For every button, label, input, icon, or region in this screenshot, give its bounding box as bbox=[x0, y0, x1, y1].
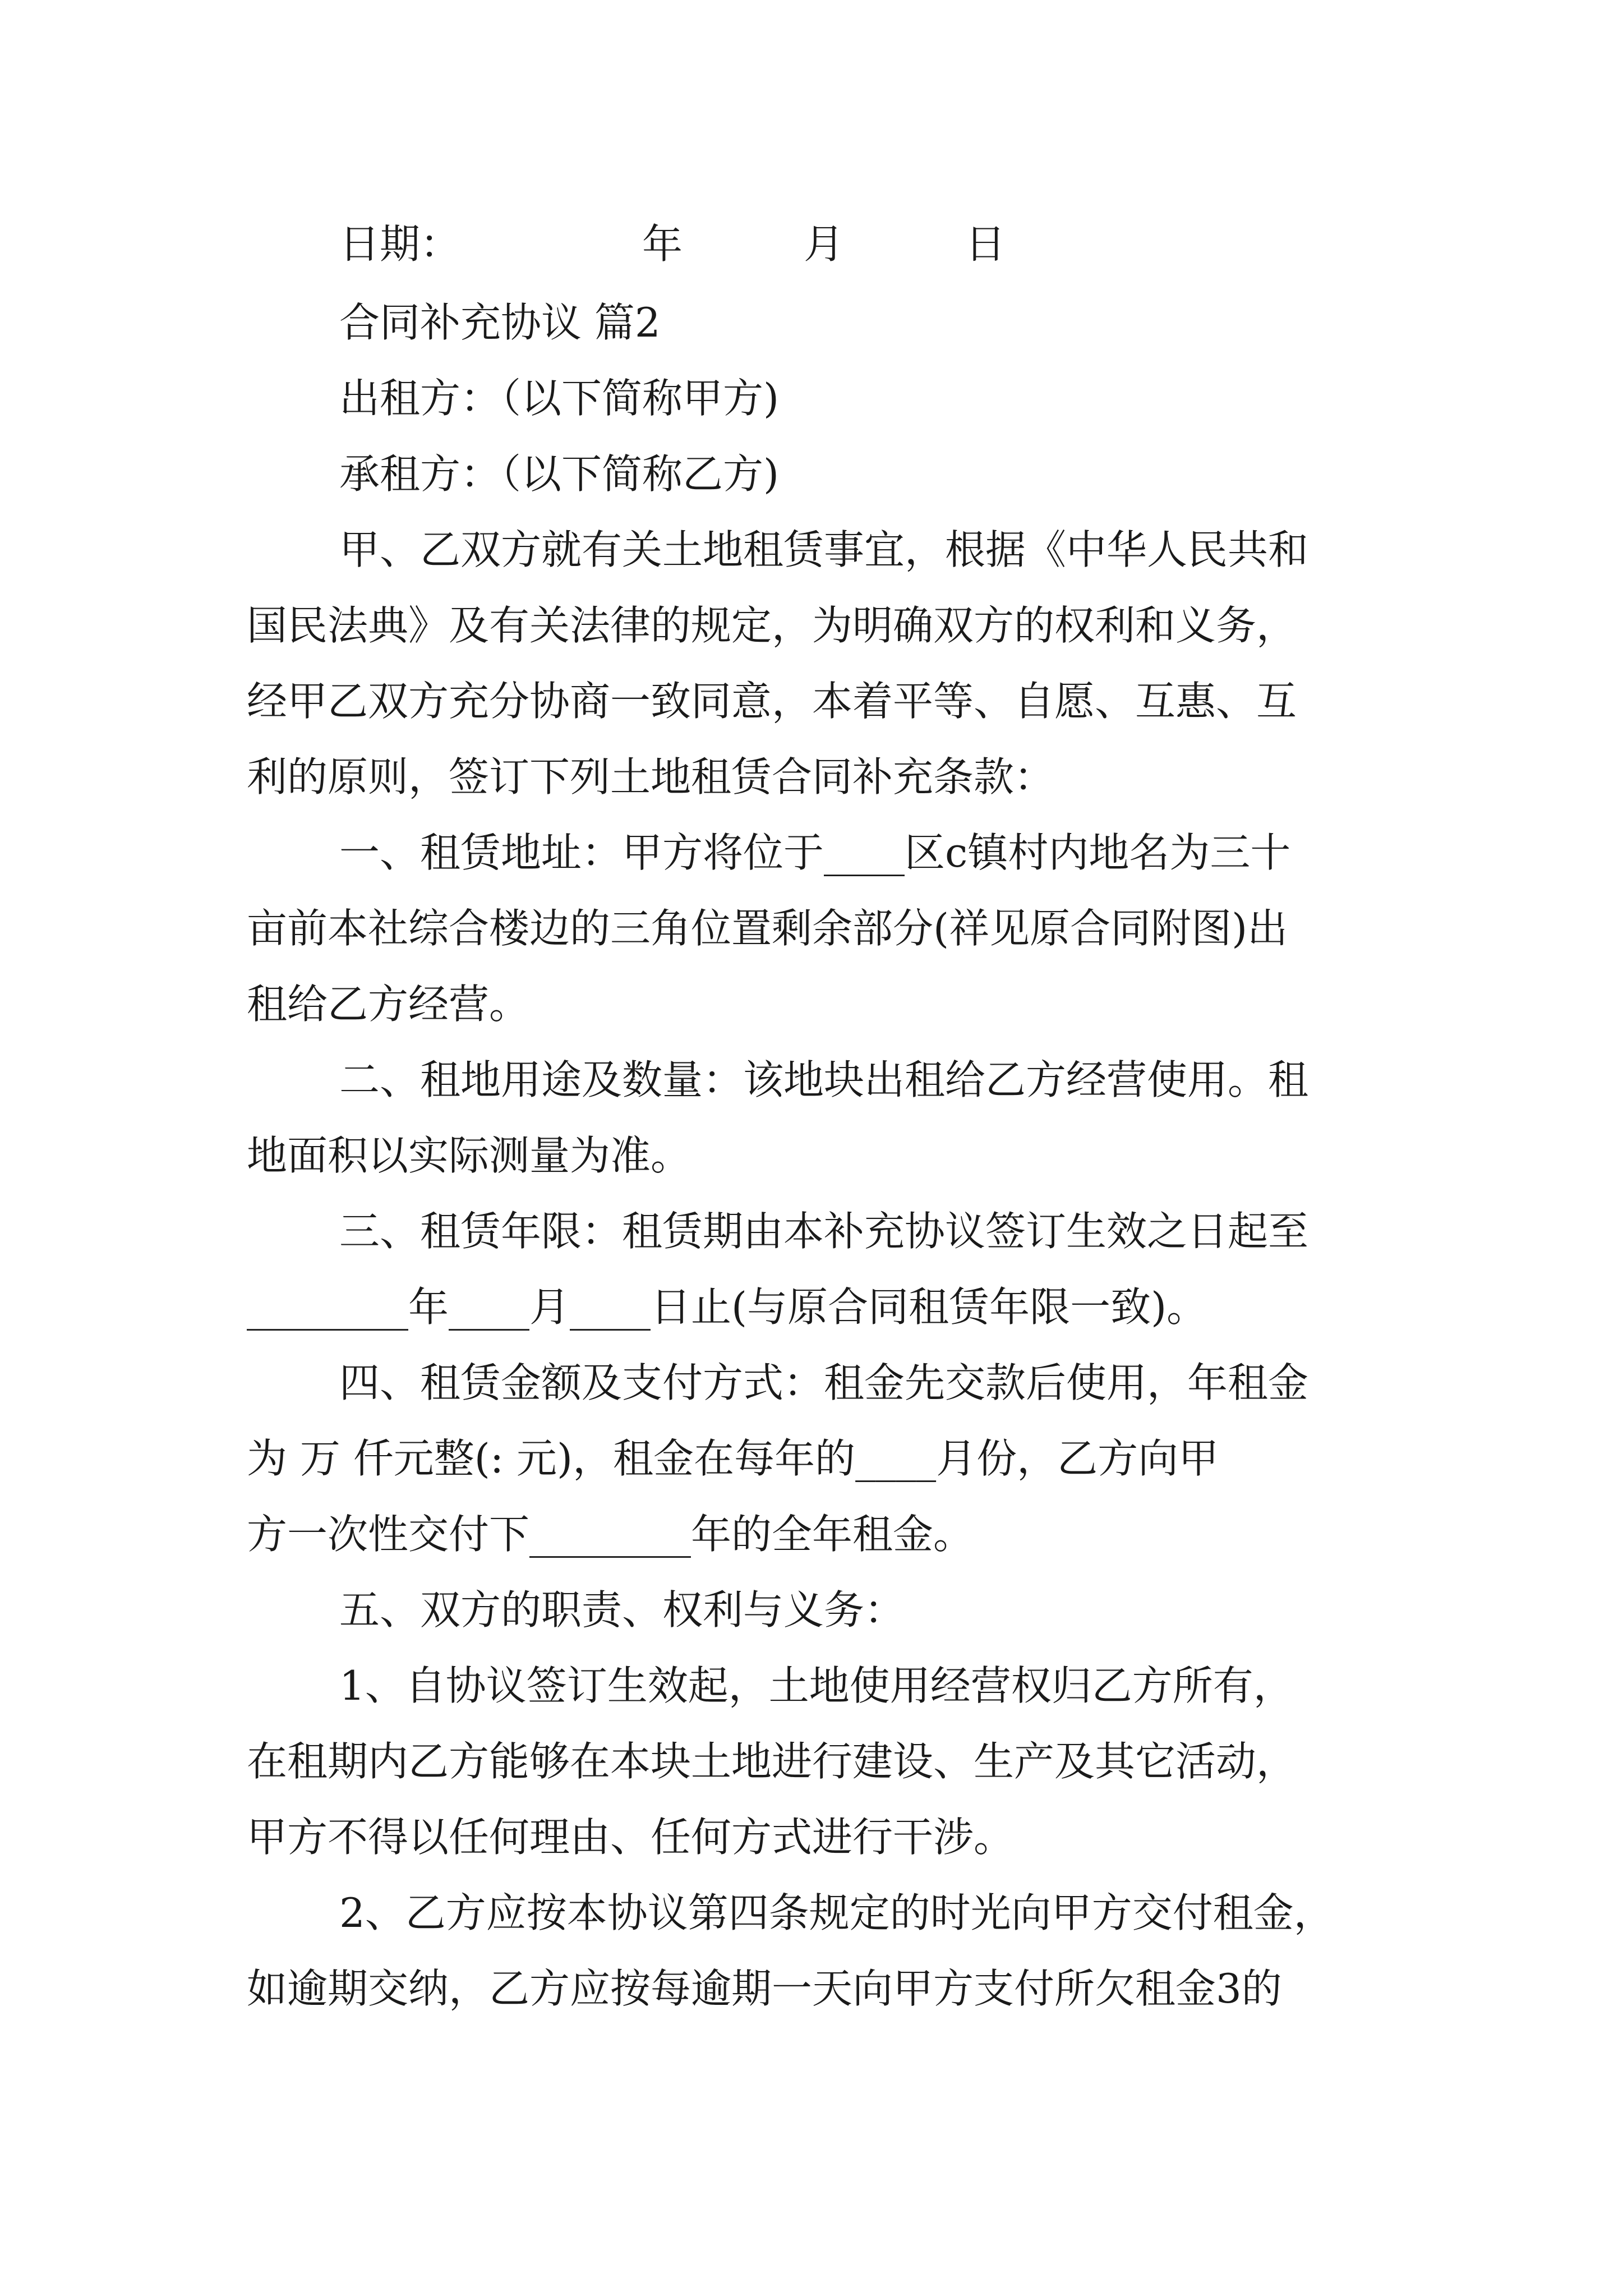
paragraph-line: 国民法典》及有关法律的规定，为明确双方的权利和义务， bbox=[247, 602, 1297, 649]
clause-5-2-line: 如逾期交纳，乙方应按每逾期一天向甲方支付所欠租金3的 bbox=[247, 1965, 1282, 2012]
clause-3-line: ________年____月____日止(与原合同租赁年限一致)。 bbox=[247, 1283, 1207, 1331]
clause-2-line: 二、租地用途及数量：该地块出租给乙方经营使用。租 bbox=[339, 1056, 1309, 1103]
clause-4-line: 四、租赁金额及支付方式：租金先交款后使用，年租金 bbox=[339, 1359, 1309, 1406]
clause-5-1-line: 1、自协议签订生效起，土地使用经营权归乙方所有， bbox=[339, 1662, 1294, 1709]
clause-5-1-line: 甲方不得以任何理由、任何方式进行干涉。 bbox=[247, 1814, 1015, 1861]
clause-1-line: 亩前本社综合楼边的三角位置剩余部分(祥见原合同附图)出 bbox=[247, 905, 1288, 952]
clause-2-line: 地面积以实际测量为准。 bbox=[247, 1132, 691, 1179]
paragraph-line: 利的原则，签订下列土地租赁合同补充条款： bbox=[247, 753, 1055, 800]
date-line: 日期： 年 月 日 bbox=[339, 220, 1006, 268]
paragraph-line: 经甲乙双方充分协商一致同意，本着平等、自愿、互惠、互 bbox=[247, 678, 1297, 725]
clause-1-line: 一、租赁地址：甲方将位于____区c镇村内地名为三十 bbox=[339, 829, 1291, 876]
lessor-line: 出租方：（以下简称甲方) bbox=[339, 375, 780, 422]
clause-3-line: 三、租赁年限：租赁期由本补充协议签订生效之日起至 bbox=[339, 1208, 1309, 1255]
clause-1-line: 租给乙方经营。 bbox=[247, 981, 530, 1028]
clause-4-line: 为 万 仟元整(: 元)，租金在每年的____月份，乙方向甲 bbox=[247, 1435, 1219, 1482]
clause-5-2-line: 2、乙方应按本协议第四条规定的时光向甲方交付租金， bbox=[339, 1889, 1334, 1936]
clause-5-heading: 五、双方的职责、权利与义务： bbox=[339, 1586, 905, 1634]
clause-5-1-line: 在租期内乙方能够在本块土地进行建设、生产及其它活动， bbox=[247, 1738, 1297, 1785]
clause-4-line: 方一次性交付下________年的全年租金。 bbox=[247, 1511, 974, 1558]
lessee-line: 承租方：（以下简称乙方) bbox=[339, 450, 780, 498]
section-heading: 合同补充协议 篇2 bbox=[339, 299, 661, 346]
paragraph-line: 甲、乙双方就有关土地租赁事宜，根据《中华人民共和 bbox=[339, 526, 1309, 573]
